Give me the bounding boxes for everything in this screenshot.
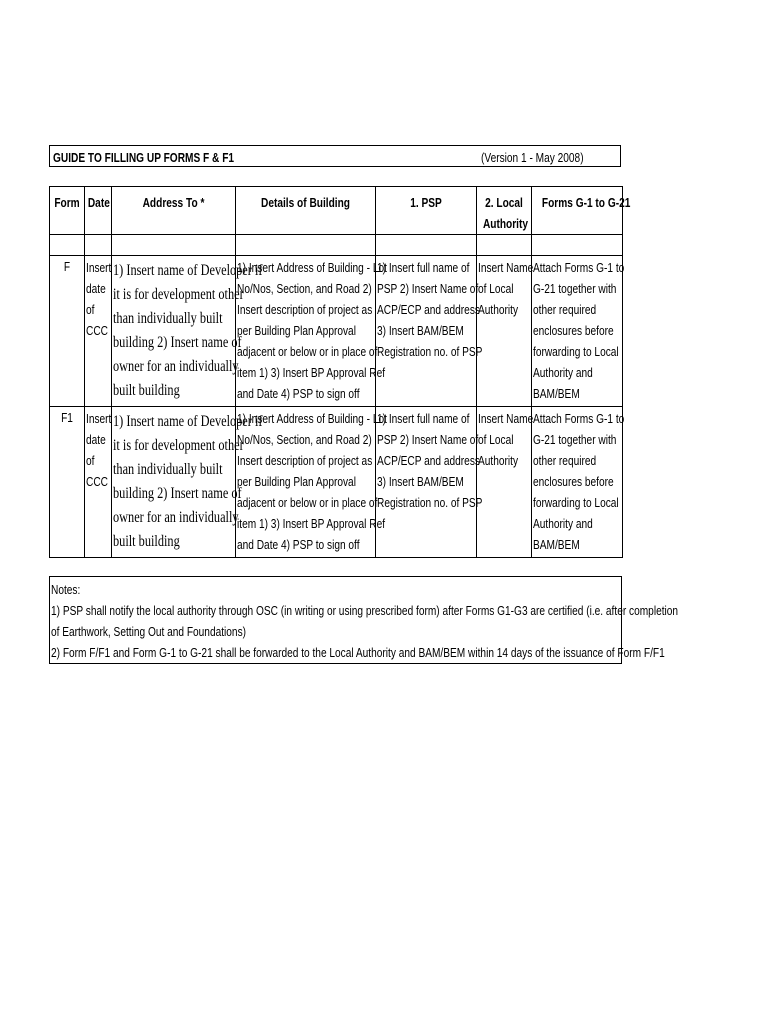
cell-psp: 1) Insert full name of PSP 2) Insert Name of ACP/ECP and address 3) Insert BAM/BEM Registration no. of PSP — [376, 256, 477, 407]
cell-local-authority: Insert Name of Local Authority — [477, 407, 532, 558]
table-header-row — [50, 187, 623, 235]
header-local-authority: 2. Local Authority — [477, 187, 532, 235]
cell-address: 1) Insert name of Developer if it is for development other than individually built building 2) Insert name of owner for an individually built building — [112, 256, 236, 407]
header-details-of-building: Details of Building — [236, 187, 376, 235]
cell-forms: Attach Forms G-1 to G-21 together with other required enclosures before forwarding to Local Authority and BAM/BEM — [532, 407, 623, 558]
cell-psp: 1) Insert full name of PSP 2) Insert Name of ACP/ECP and address 3) Insert BAM/BEM Registration no. of PSP — [376, 407, 477, 558]
cell-details: 1) Insert Address of Building - Lot No/Nos, Section, and Road 2) Insert description of project as per Building Plan Approval adjacent or below or in place of item 1) 3) Insert BP Approval Ref and Date 4) PSP to sign off — [236, 256, 376, 407]
header-address-to: Address To * — [112, 187, 236, 235]
cell-address: 1) Insert name of Developer if it is for development other than individually built building 2) Insert name of owner for an individually built building — [112, 407, 236, 558]
spacer-row — [50, 235, 623, 256]
cell-date: Insert date of CCC — [85, 407, 112, 558]
table-row — [50, 256, 623, 407]
table-row — [50, 407, 623, 558]
cell-form: F — [50, 256, 85, 407]
guide-table — [49, 186, 631, 558]
header-psp: 1. PSP — [376, 187, 477, 235]
header-forms-g1-g21: Forms G-1 to G-21 — [532, 187, 623, 235]
cell-details: 1) Insert Address of Building - Lot No/Nos, Section, and Road 2) Insert description of project as per Building Plan Approval adjacent or below or in place of item 1) 3) Insert BP Approval Ref and Date 4) PSP to sign off — [236, 407, 376, 558]
cell-form: F1 — [50, 407, 85, 558]
cell-date: Insert date of CCC — [85, 256, 112, 407]
header-date: Date — [85, 187, 112, 235]
header-form: Form — [50, 187, 85, 235]
note-item: of Earthwork, Setting Out and Foundations) — [51, 624, 247, 639]
notes-box — [49, 576, 679, 664]
cell-local-authority: Insert Name of Local Authority — [477, 256, 532, 407]
note-item: 1) PSP shall notify the local authority through OSC (in writing or using prescribed form) after Forms G1-G3 are certified (i.e. after completion — [51, 603, 679, 618]
document-version: (Version 1 - May 2008) — [481, 150, 584, 165]
note-item: 2) Form F/F1 and Form G-1 to G-21 shall be forwarded to the Local Authority and BAM/BEM within 14 days of the issuance of Form F/F1 — [51, 645, 665, 660]
document-title: GUIDE TO FILLING UP FORMS F & F1 — [53, 150, 235, 165]
title-bar — [49, 145, 621, 167]
notes-heading: Notes: — [51, 582, 81, 597]
cell-forms: Attach Forms G-1 to G-21 together with other required enclosures before forwarding to Local Authority and BAM/BEM — [532, 256, 623, 407]
